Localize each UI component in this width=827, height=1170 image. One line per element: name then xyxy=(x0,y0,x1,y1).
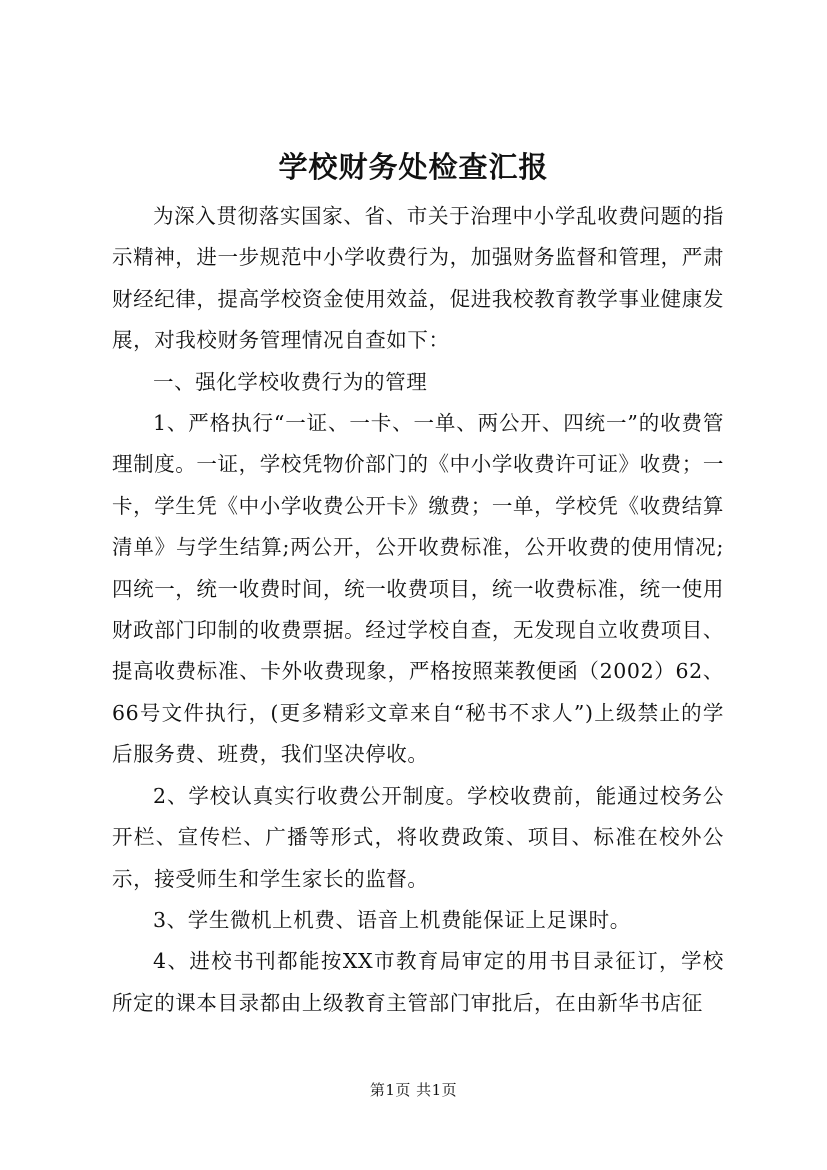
section-heading: 一、强化学校收费行为的管理 xyxy=(153,369,428,394)
paragraph-item-2: 2、学校认真实行收费公开制度。学校收费前，能通过校务公开栏、宣传栏、广播等形式，将收费政策、项目、标准在校外公示，接受师生和学生家长的监督。 xyxy=(112,783,724,891)
paragraph-item-1: 1、严格执行“一证、一卡、一单、两公开、四统一”的收费管理制度。一证，学校凭物价部门的《中小学收费许可证》收费；一卡，学生凭《中小学收费公开卡》缴费；一单，学校凭《收费结算清单》与学生结算;两公开，公开收费标准，公开收费的使用情况;四统一，统一收费时间，统一收费项目，统一收费标准，统一使用财政部门印制的收费票据。经过学校自查，无发现自立收费项目、提高收费标准、卡外收费现象，严格按照莱教便函（2002）62、66号文件执行，(更多精彩文章来自“秘书不求人”)上级禁止的学后服务费、班费，我们坚决停收。 xyxy=(112,411,724,767)
document-body xyxy=(112,196,724,1024)
paragraph-item-4: 4、进校书刊都能按XX市教育局审定的用书目录征订，学校所定的课本目录都由上级教育主管部门审批后，在由新华书店征 xyxy=(112,949,724,1015)
intro-paragraph: 为深入贯彻落实国家、省、市关于治理中小学乱收费问题的指示精神，进一步规范中小学收费行为，加强财务监督和管理，严肃财经纪律，提高学校资金使用效益，促进我校教育教学事业健康发展，对我校财务管理情况自查如下： xyxy=(112,204,724,353)
page-footer: 第1页 共1页 xyxy=(369,1081,458,1099)
document-title: 学校财务处检查汇报 xyxy=(278,150,549,184)
paragraph-item-3: 3、学生微机上机费、语音上机费能保证上足课时。 xyxy=(153,907,631,932)
